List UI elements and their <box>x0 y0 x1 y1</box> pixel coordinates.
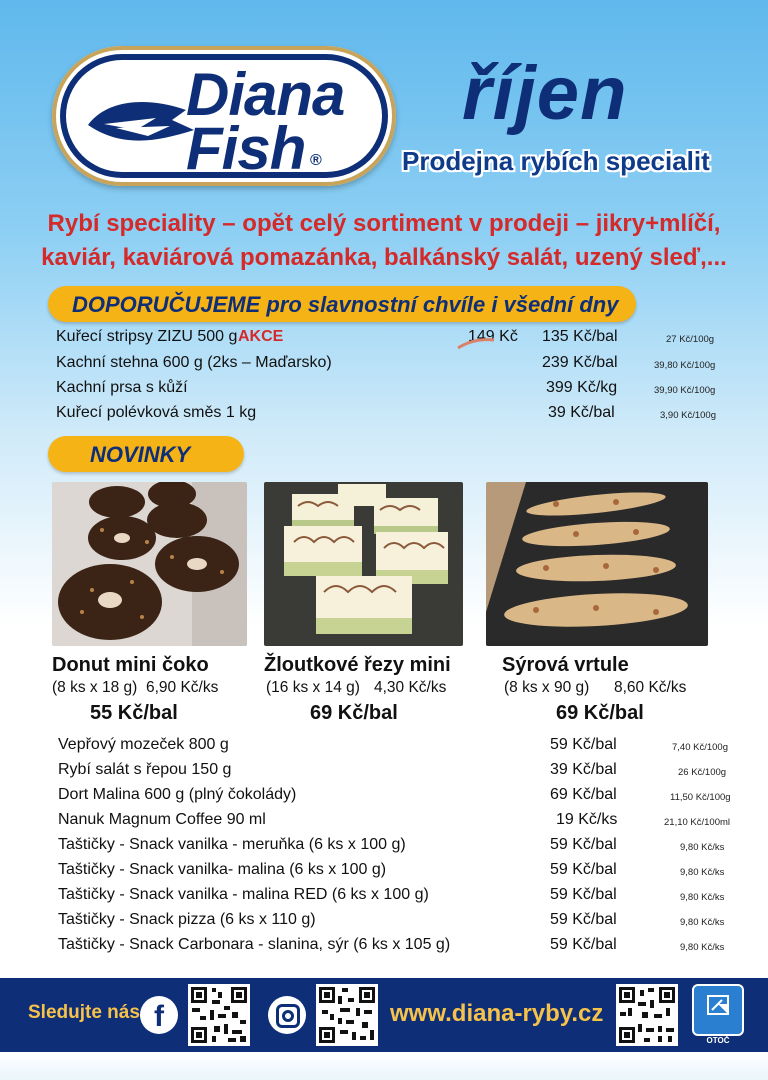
turn-label: OTOČ <box>706 1036 730 1045</box>
akce-badge: AKCE <box>238 328 284 345</box>
item-name: Kuřecí polévková směs 1 kg <box>56 404 257 421</box>
turn-page-button[interactable] <box>692 984 744 1045</box>
item-price: 59 Kč/bal <box>550 736 617 753</box>
item-price: 239 Kč/bal <box>542 354 618 371</box>
product-unit: 8,60 Kč/ks <box>614 679 687 696</box>
item-price: 135 Kč/bal <box>542 328 618 345</box>
cake-photo <box>264 482 463 646</box>
strike-icon <box>456 336 496 350</box>
unit-price: 9,80 Kč/ks <box>680 892 725 903</box>
item-price: 59 Kč/bal <box>550 861 617 878</box>
brand-line1: Diana <box>186 61 345 128</box>
qr-code-instagram[interactable] <box>316 984 378 1046</box>
unit-price: 7,40 Kč/100g <box>672 742 728 753</box>
brand-logo <box>52 46 396 186</box>
item-price: 59 Kč/bal <box>550 886 617 903</box>
product-price: 55 Kč/bal <box>90 702 178 724</box>
list-item <box>0 886 768 910</box>
product-name: Žloutkové řezy mini <box>264 654 451 676</box>
list-item <box>0 786 768 810</box>
unit-price: 11,50 Kč/100g <box>670 792 731 803</box>
list-item <box>0 936 768 960</box>
follow-label: Sledujte nás <box>28 1002 140 1023</box>
list-item <box>0 836 768 860</box>
item-name: Rybí salát s řepou 150 g <box>58 761 232 778</box>
promo-line-1: Rybí speciality – opět celý sortiment v prodeji – jikry+mlíčí, <box>47 210 721 237</box>
shop-subtitle: Prodejna rybích specialit <box>402 146 710 176</box>
recommend-row <box>0 379 768 403</box>
unit-price: 9,80 Kč/ks <box>680 867 725 878</box>
instagram-icon[interactable] <box>268 996 306 1034</box>
pastry-photo <box>486 482 708 646</box>
item-name: Kachní stehna 600 g (2ks – Maďarsko) <box>56 354 332 371</box>
donut-photo <box>52 482 247 646</box>
facebook-icon[interactable]: f <box>140 996 178 1034</box>
recommend-banner <box>48 286 636 322</box>
unit-price: 9,80 Kč/ks <box>680 917 725 928</box>
recommend-title-rest: pro slavnostní chvíle i všední dny <box>260 292 619 317</box>
recommend-title-strong: DOPORUČUJEME <box>72 292 261 317</box>
bottom-strip <box>0 1052 768 1080</box>
footer-bar <box>0 978 768 1052</box>
item-price: 399 Kč/kg <box>546 379 618 396</box>
item-name: Taštičky - Snack pizza (6 ks x 110 g) <box>58 911 316 928</box>
product-price: 69 Kč/bal <box>310 702 398 724</box>
promo-line-2: kaviár, kaviárová pomazánka, balkánský salát, uzený sleď,... <box>41 244 727 271</box>
item-name: Taštičky - Snack vanilka - meruňka (6 ks x 100 g) <box>58 836 406 853</box>
item-name: Taštičky - Snack vanilka - malina RED (6 ks x 100 g) <box>58 886 429 903</box>
item-price: 59 Kč/bal <box>550 836 617 853</box>
unit-price: 9,80 Kč/ks <box>680 942 725 953</box>
month-title: říjen <box>462 51 628 136</box>
brand-line2: Fish <box>186 115 306 182</box>
item-name: Kachní prsa s kůží <box>56 379 188 396</box>
recommend-row <box>0 328 768 352</box>
item-name: Taštičky - Snack vanilka- malina (6 ks x 100 g) <box>58 861 387 878</box>
unit-price: 9,80 Kč/ks <box>680 842 725 853</box>
product-pack: (16 ks x 14 g) <box>266 679 360 696</box>
item-name: Vepřový mozeček 800 g <box>58 736 229 753</box>
item-price: 39 Kč/bal <box>550 761 617 778</box>
item-name: Dort Malina 600 g (plný čokolády) <box>58 786 297 803</box>
unit-price: 3,90 Kč/100g <box>660 410 716 421</box>
unit-price: 39,90 Kč/100g <box>654 385 716 396</box>
registered-mark: ® <box>310 152 322 169</box>
product-name: Donut mini čoko <box>52 654 209 676</box>
product-pack: (8 ks x 18 g) <box>52 679 138 696</box>
product-name: Sýrová vrtule <box>502 654 629 676</box>
recommend-row <box>0 354 768 378</box>
item-price: 59 Kč/bal <box>550 911 617 928</box>
product-unit: 6,90 Kč/ks <box>146 679 219 696</box>
old-price: 149 Kč <box>468 328 518 345</box>
unit-price: 39,80 Kč/100g <box>654 360 716 371</box>
novinky-title: NOVINKY <box>90 442 191 467</box>
item-price: 19 Kč/ks <box>556 811 618 828</box>
list-item <box>0 911 768 935</box>
unit-price: 26 Kč/100g <box>678 767 727 778</box>
item-name: Nanuk Magnum Coffee 90 ml <box>58 811 266 828</box>
list-item <box>0 811 768 835</box>
website-link[interactable]: www.diana-ryby.cz <box>390 1000 604 1027</box>
list-item <box>0 861 768 885</box>
product-pack: (8 ks x 90 g) <box>504 679 590 696</box>
item-name: Taštičky - Snack Carbonara - slanina, sýr (6 ks x 105 g) <box>58 936 451 953</box>
item-price: 69 Kč/bal <box>550 786 617 803</box>
recommend-row <box>0 404 768 428</box>
novinky-banner <box>48 436 244 472</box>
list-item <box>0 736 768 760</box>
item-price: 59 Kč/bal <box>550 936 617 953</box>
item-price: 39 Kč/bal <box>548 404 615 421</box>
product-unit: 4,30 Kč/ks <box>374 679 447 696</box>
qr-code-website[interactable] <box>616 984 678 1046</box>
fish-logo-icon <box>86 90 196 160</box>
unit-price: 27 Kč/100g <box>666 334 715 345</box>
item-name: Kuřecí stripsy ZIZU 500 g <box>56 328 238 345</box>
product-price: 69 Kč/bal <box>556 702 644 724</box>
qr-code-facebook[interactable] <box>188 984 250 1046</box>
unit-price: 21,10 Kč/100ml <box>664 817 731 828</box>
list-item <box>0 761 768 785</box>
turn-page-icon <box>704 992 732 1018</box>
